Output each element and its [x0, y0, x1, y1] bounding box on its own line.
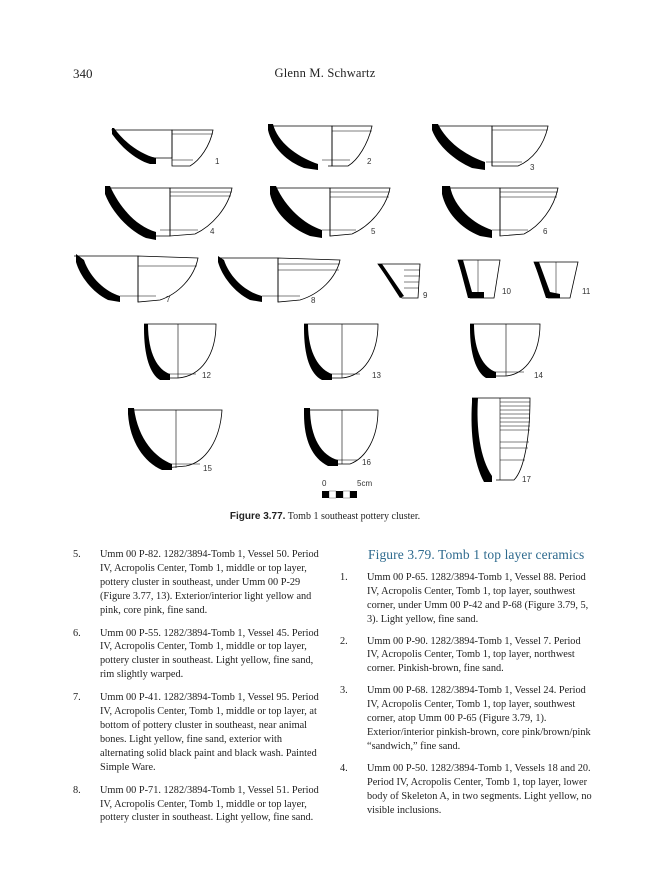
vessel-drawing-1	[112, 128, 213, 166]
scale-zero-label: 0	[322, 479, 327, 488]
vessel-label-3: 3	[530, 163, 535, 172]
entry-number: 1.	[340, 571, 348, 583]
catalog-entry	[340, 635, 595, 677]
entry-number: 4.	[340, 762, 348, 774]
vessel-label-8: 8	[311, 296, 316, 305]
vessel-label-12: 12	[202, 371, 211, 380]
catalog-entry	[73, 784, 328, 826]
entry-text: Umm 00 P-50. 1282/3894-Tomb 1, Vessels 18 and 20. Period IV, Acropolis Center, Tomb 1, top layer, lower body of Skeleton A, in two segments. Light yellow, no visible inclusions.	[367, 762, 592, 816]
vessel-label-10: 10	[502, 287, 511, 296]
catalog-entry	[73, 548, 328, 618]
entry-number: 3.	[340, 685, 348, 697]
vessel-drawing-6	[442, 186, 558, 238]
running-head: Glenn M. Schwartz	[274, 66, 376, 80]
vessel-drawing-2	[268, 124, 372, 170]
vessel-label-11: 11	[582, 287, 591, 296]
vessel-label-13: 13	[372, 371, 381, 380]
catalog-entry	[340, 762, 595, 818]
vessel-drawing-15	[128, 408, 222, 470]
entry-number: 7.	[73, 692, 81, 704]
caption-text: Tomb 1 southeast pottery cluster.	[285, 511, 421, 522]
pottery-figure	[60, 108, 600, 503]
vessel-drawing-11	[534, 262, 578, 298]
page-number: 340	[73, 66, 93, 81]
vessel-drawing-8	[218, 256, 340, 302]
catalog-entry	[73, 691, 328, 774]
entry-text: Umm 00 P-55. 1282/3894-Tomb 1, Vessel 45. Period IV, Acropolis Center, Tomb 1, middle or top layer, pottery cluster in southeast. Light yellow, fine sand, rim slightly warped.	[100, 627, 319, 681]
scale-unit-label: 5cm	[357, 479, 373, 488]
vessel-drawing-14	[470, 324, 540, 378]
vessel-label-16: 16	[362, 458, 371, 467]
vessel-label-17: 17	[522, 475, 531, 484]
vessel-label-5: 5	[371, 227, 376, 236]
caption-label: Figure 3.77.	[229, 511, 286, 522]
vessel-label-6: 6	[543, 227, 548, 236]
vessel-label-14: 14	[534, 371, 543, 380]
vessel-drawing-9	[378, 264, 420, 298]
entry-text: Umm 00 P-90. 1282/3894-Tomb 1, Vessel 7. Period IV, Acropolis Center, Tomb 1, top layer, northwest corner. Pinkish-brown, fine sand.	[367, 635, 581, 675]
vessel-label-1: 1	[215, 157, 220, 166]
section-heading: Figure 3.79. Tomb 1 top layer ceramics	[368, 547, 585, 562]
page-header	[0, 66, 650, 86]
catalog-entry	[340, 571, 595, 627]
entry-text: Umm 00 P-71. 1282/3894-Tomb 1, Vessel 51. Period IV, Acropolis Center, Tomb 1, middle or top layer, pottery cluster in southeast. Light yellow, fine sand.	[100, 784, 319, 824]
right-column	[340, 548, 595, 825]
vessel-drawing-13	[304, 324, 378, 380]
entry-text: Umm 00 P-41. 1282/3894-Tomb 1, Vessel 95. Period IV, Acropolis Center, Tomb 1, middle or top layer, at bottom of pottery cluster in southeast, near animal bones. Light yellow, fine sand, exterior with alternating solid black paint and black wash. Painted Simple Ware.	[100, 692, 319, 773]
entry-number: 8.	[73, 784, 81, 796]
entry-text: Umm 00 P-68. 1282/3894-Tomb 1, Vessel 24. Period IV, Acropolis Center, Tomb 1, top layer, southwest corner, atop Umm 00 P-65 (Figure 3.79, 1). Exterior/interior pinkish-brown, core pink/brown/pink “sandwich,” fine sand.	[367, 685, 591, 752]
catalog-entry	[73, 627, 328, 683]
vessel-label-7: 7	[166, 295, 171, 304]
vessel-label-9: 9	[423, 291, 428, 300]
entry-text: Umm 00 P-82. 1282/3894-Tomb 1, Vessel 50. Period IV, Acropolis Center, Tomb 1, middle or top layer, pottery cluster in southeast, under Umm 00 P-29 (Figure 3.77, 13). Exterior/interior light yellow and pink, core pink, fine sand.	[100, 549, 319, 616]
entry-text: Umm 00 P-65. 1282/3894-Tomb 1, Vessel 88. Period IV, Acropolis Center, Tomb 1, top layer, southwest corner, under Umm 00 P-42 and P-68 (Figure 3.79, 5, 3). Light yellow, fine sand.	[367, 571, 589, 625]
vessel-label-2: 2	[367, 157, 372, 166]
vessel-drawing-10	[458, 260, 500, 298]
vessel-drawing-17	[472, 398, 531, 482]
figure-caption	[0, 511, 650, 522]
entry-number: 5.	[73, 549, 81, 560]
left-column	[73, 548, 328, 834]
vessel-drawing-7	[74, 254, 198, 302]
entry-number: 6.	[73, 627, 81, 639]
vessel-label-15: 15	[203, 464, 212, 473]
entry-number: 2.	[340, 635, 348, 647]
catalog-entry	[340, 684, 595, 754]
vessel-label-4: 4	[210, 227, 215, 236]
scale-bar	[322, 479, 372, 498]
